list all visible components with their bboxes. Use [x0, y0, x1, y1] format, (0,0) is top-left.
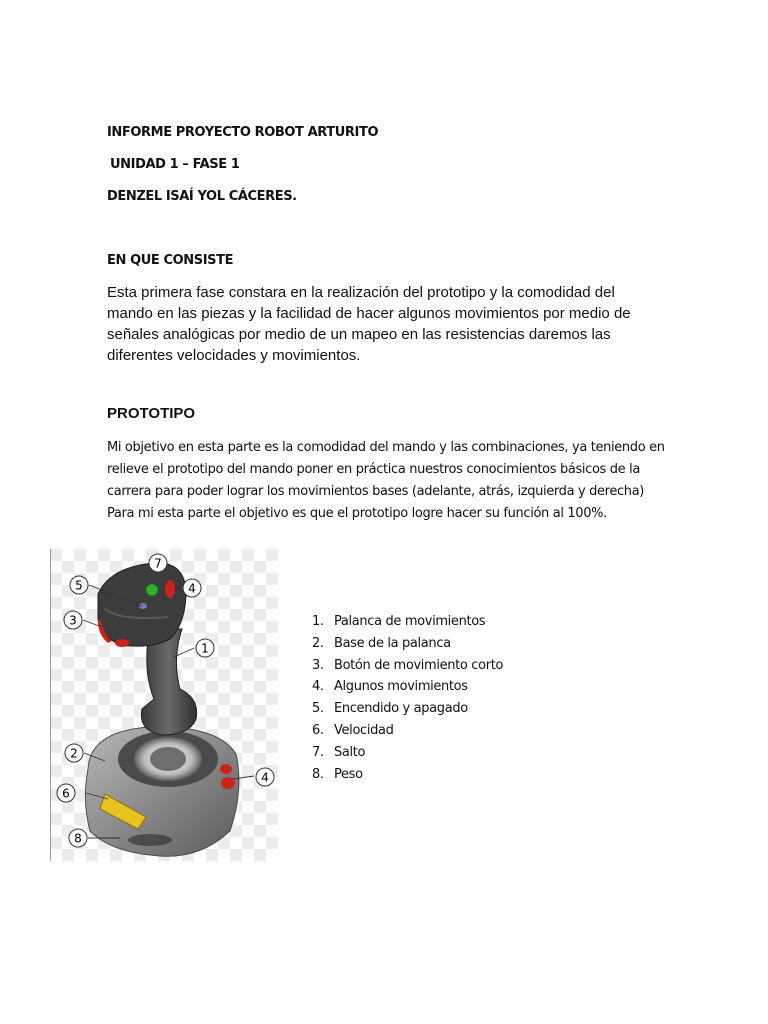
- callout-7: 7: [154, 556, 162, 571]
- list-item-number: 5.: [312, 701, 324, 717]
- list-item-number: 1.: [312, 614, 324, 629]
- list-item: [312, 720, 503, 742]
- document-title: INFORME PROYECTO ROBOT ARTURITO: [107, 125, 379, 140]
- section-body-consiste: Esta primera fase constara en la realización del prototipo y la comodidad del mando en las piezas y la facilidad de hacer algunos movimientos por medio de señales analógicas por medio de un mapeo en las resistencias daremos las diferentes velocidades y movimientos.: [107, 284, 631, 364]
- callout-4-base: 4: [261, 770, 269, 785]
- list-item-label: Base de la palanca: [334, 635, 451, 651]
- list-item-label: Salto: [334, 744, 366, 760]
- list-item-number: 8.: [312, 766, 324, 782]
- list-item: [312, 633, 503, 655]
- list-item: [312, 676, 503, 698]
- list-item-label: Peso: [334, 766, 363, 782]
- section-heading-prototipo: PROTOTIPO: [107, 405, 196, 422]
- callout-1: 1: [201, 641, 209, 656]
- list-item-label: Botón de movimiento corto: [334, 657, 504, 673]
- prototipo-paragraph-2: Para mi esta parte el objetivo es que el prototipo logre hacer su función al 100%.: [107, 506, 607, 521]
- joystick-diagram: [50, 549, 278, 861]
- callout-3: 3: [69, 613, 77, 628]
- callout-5: 5: [75, 578, 83, 593]
- list-item-number: 3.: [312, 657, 324, 673]
- callout-8: 8: [74, 831, 82, 846]
- list-item-number: 7.: [312, 744, 324, 760]
- callout-4-top: 4: [188, 581, 196, 596]
- list-item-label: Encendido y apagado: [334, 701, 468, 717]
- author-name: DENZEL ISAÍ YOL CÁCERES.: [107, 189, 297, 204]
- unit-label: UNIDAD 1 – FASE 1: [110, 157, 240, 172]
- parts-list: [312, 611, 503, 785]
- list-item-number: 6.: [312, 722, 324, 738]
- list-item-label: Algunos movimientos: [334, 679, 468, 695]
- list-item-label: Palanca de movimientos: [334, 614, 486, 629]
- list-item-number: 2.: [312, 635, 324, 651]
- list-item: [312, 655, 503, 677]
- callout-2: 2: [70, 746, 78, 761]
- callout-6: 6: [62, 786, 70, 801]
- joystick-illustration: [50, 549, 278, 861]
- list-item: [312, 764, 503, 786]
- list-item-number: 4.: [312, 679, 324, 695]
- list-item-label: Velocidad: [334, 722, 394, 738]
- list-item: [312, 698, 503, 720]
- section-heading-consiste: EN QUE CONSISTE: [107, 253, 234, 268]
- section-body-prototipo: [107, 437, 667, 525]
- prototipo-paragraph-1: Mi objetivo en esta parte es la comodidad del mando y las combinaciones, ya teniendo en relieve el prototipo del mando poner en práctica nuestros conocimientos básicos de la carrera para poder lograr los movimientos bases (adelante, atrás, izquierda y derecha): [107, 440, 665, 499]
- list-item: [312, 742, 503, 764]
- list-item: [312, 611, 503, 633]
